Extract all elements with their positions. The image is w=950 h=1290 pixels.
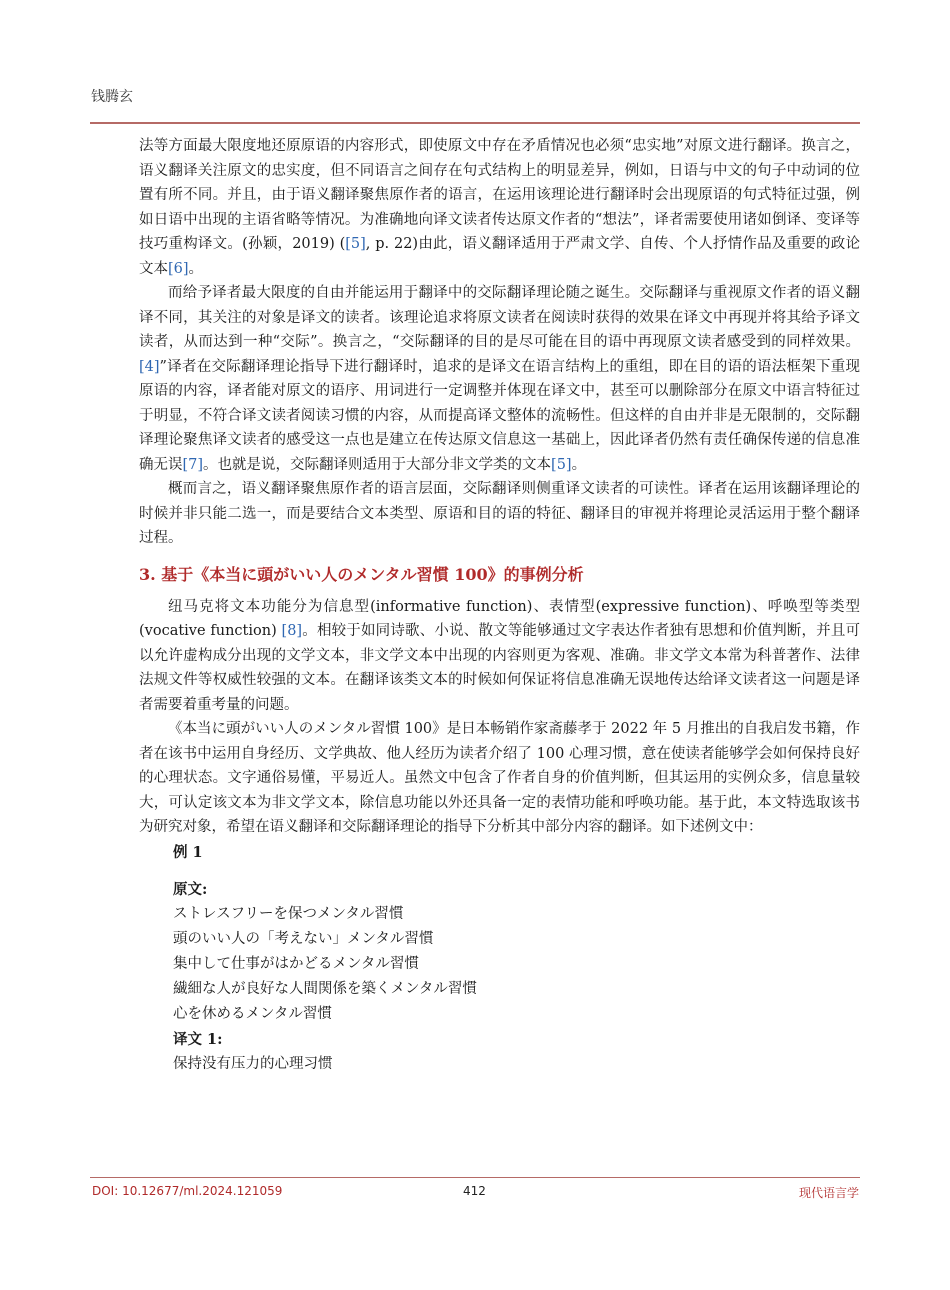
paragraph-text: 。 <box>188 260 204 277</box>
example-label: 例 1 <box>173 843 203 861</box>
spacer <box>173 865 860 877</box>
paragraph-text: 。 <box>571 456 587 473</box>
header-divider <box>90 122 860 124</box>
paragraph-text: 《本当に頭がいい人のメンタル習慣 100》是日本畅销作家斋藤孝于 2022 年 5 月推出的自我启发书籍，作者在该书中运用自身经历、文学典故、他人经历为读者介绍了 100 心理习惯，意在使读者能够学会如何保持良好的心理状态。文字通俗易懂，平易近人。虽然文中包含了作者自身的价值判断，但其运用的实例众多，信息量较大，可认定该文本为非文学文本，除信息功能以外还具备一定的表情功能和呼唤功能。基于此，本文特选取该书为研究对象，希望在语义翻译和交际翻译理论的指导下分析其中部分内容的翻译。如下述例文中： <box>139 721 860 835</box>
citation-link[interactable]: [4] <box>139 358 160 375</box>
paragraph-text: 。相较于如同诗歌、小说、散文等能够通过文字表达作者独有思想和价值判断，并且可以允许虚构成分出现的文学文本，非文学文本中出现的内容则更为客观、准确。非文学文本常为科普著作、法律法规文件等权威性较强的文本。在翻译该类文本的时候如何保证将信息准确无误地传达给译文读者这一问题是译者需要着重考量的问题。 <box>139 623 861 713</box>
citation-link[interactable]: [6] <box>168 260 189 277</box>
paragraph-group-2 <box>139 595 860 840</box>
paragraph <box>139 134 860 281</box>
paragraph <box>139 281 860 477</box>
paragraph-text: 概而言之，语义翻译聚焦原作者的语言层面，交际翻译则侧重译文读者的可读性。译者在运用该翻译理论的时候并非只能二选一，而是要结合文本类型、原语和目的语的特征、翻译目的审视并将理论灵活运用于整个翻译过程。 <box>139 481 860 546</box>
paragraph-text: 纽马克将文本功能分为信息型(informative function)、表情型(expressive function)、呼唤型等类型(vocative function) <box>139 598 860 639</box>
paragraph <box>139 595 860 718</box>
example-line: 心を休めるメンタル習慣 <box>173 1005 332 1022</box>
example-line: 繊細な人が良好な人間関係を築くメンタル習慣 <box>173 980 477 997</box>
paragraph-text: ”译者在交际翻译理论指导下进行翻译时，追求的是译文在语言结构上的重组，即在目的语的语法框架下重现原语的内容，译者能对原文的语序、用词进行一定调整并体现在译文中，甚至可以删除部分在原文中语言特征过于明显，不符合译文读者阅读习惯的内容，从而提高译文整体的流畅性。但这样的自由并非是无限制的，交际翻译理论聚焦译文读者的感受这一点也是建立在传达原文信息这一基础上，因此译者仍然有责任确保传递的信息准确无误 <box>139 358 860 473</box>
citation-link[interactable]: [5] <box>551 456 572 473</box>
citation-link[interactable]: [5] <box>345 236 366 252</box>
footer-divider <box>90 1177 860 1178</box>
footer-journal: 现代语言学 <box>798 1186 859 1200</box>
footer-doi: DOI: 10.12677/ml.2024.121059 <box>92 1184 283 1198</box>
translation-label: 译文 1: <box>173 1030 223 1048</box>
citation-link[interactable]: [7] <box>182 456 204 473</box>
paragraph-text: 而给予译者最大限度的自由并能运用于翻译中的交际翻译理论随之诞生。交际翻译与重视原文作者的语义翻译不同，其关注的对象是译文的读者。该理论追求将原文读者在阅读时获得的效果在译文中再现并将其给予译文读者，从而达到一种“交际”。换言之，“交际翻译的目的是尽可能在目的语中再现原文读者感受到的同样效果。 <box>139 285 860 350</box>
paragraph <box>139 477 860 551</box>
paragraph <box>139 717 860 840</box>
page-number: 412 <box>463 1184 486 1198</box>
example-line: 頭のいい人の「考えない」メンタル習慣 <box>173 930 434 947</box>
paragraph-text: 法等方面最大限度地还原原语的内容形式，即使原文中存在矛盾情况也必须“忠实地”对原文进行翻译。换言之，语义翻译关注原文的忠实度，但不同语言之间存在句式结构上的明显差异，例如，日语与中文的句子中动词的位置有所不同。并且，由于语义翻译聚焦原作者的语言，在运用该理论进行翻译时会出现原语的句式特征过强，例如日语中出现的主语省略等情况。为准确地向译文读者传达原文作者的“想法”，译者需要使用诸如倒译、变译等技巧重构译文。(孙颖，2019) ( <box>139 138 860 252</box>
example-line: ストレスフリーを保つメンタル習慣 <box>173 905 404 922</box>
article-body <box>139 134 860 1077</box>
example-line: 集中して仕事がはかどるメンタル習慣 <box>173 955 419 972</box>
paragraph-text: , p. 22)由此，语义翻译适用于严肃文学、自传、个人抒情作品及重要的政论文本 <box>139 236 860 277</box>
running-head-author: 钱腾玄 <box>91 89 133 105</box>
section-heading: 3. 基于《本当に頭がいい人のメンタル習慣 100》的事例分析 <box>139 564 584 584</box>
source-lines <box>173 902 860 1027</box>
paragraph-group-1 <box>139 134 860 551</box>
example-block <box>173 840 860 1077</box>
translation-lines <box>173 1052 860 1077</box>
paragraph-text: 。也就是说，交际翻译则适用于大部分非文学类的文本 <box>203 456 552 473</box>
citation-link[interactable]: [8] <box>281 623 303 639</box>
source-label: 原文: <box>173 880 208 898</box>
example-line: 保持没有压力的心理习惯 <box>173 1055 333 1072</box>
